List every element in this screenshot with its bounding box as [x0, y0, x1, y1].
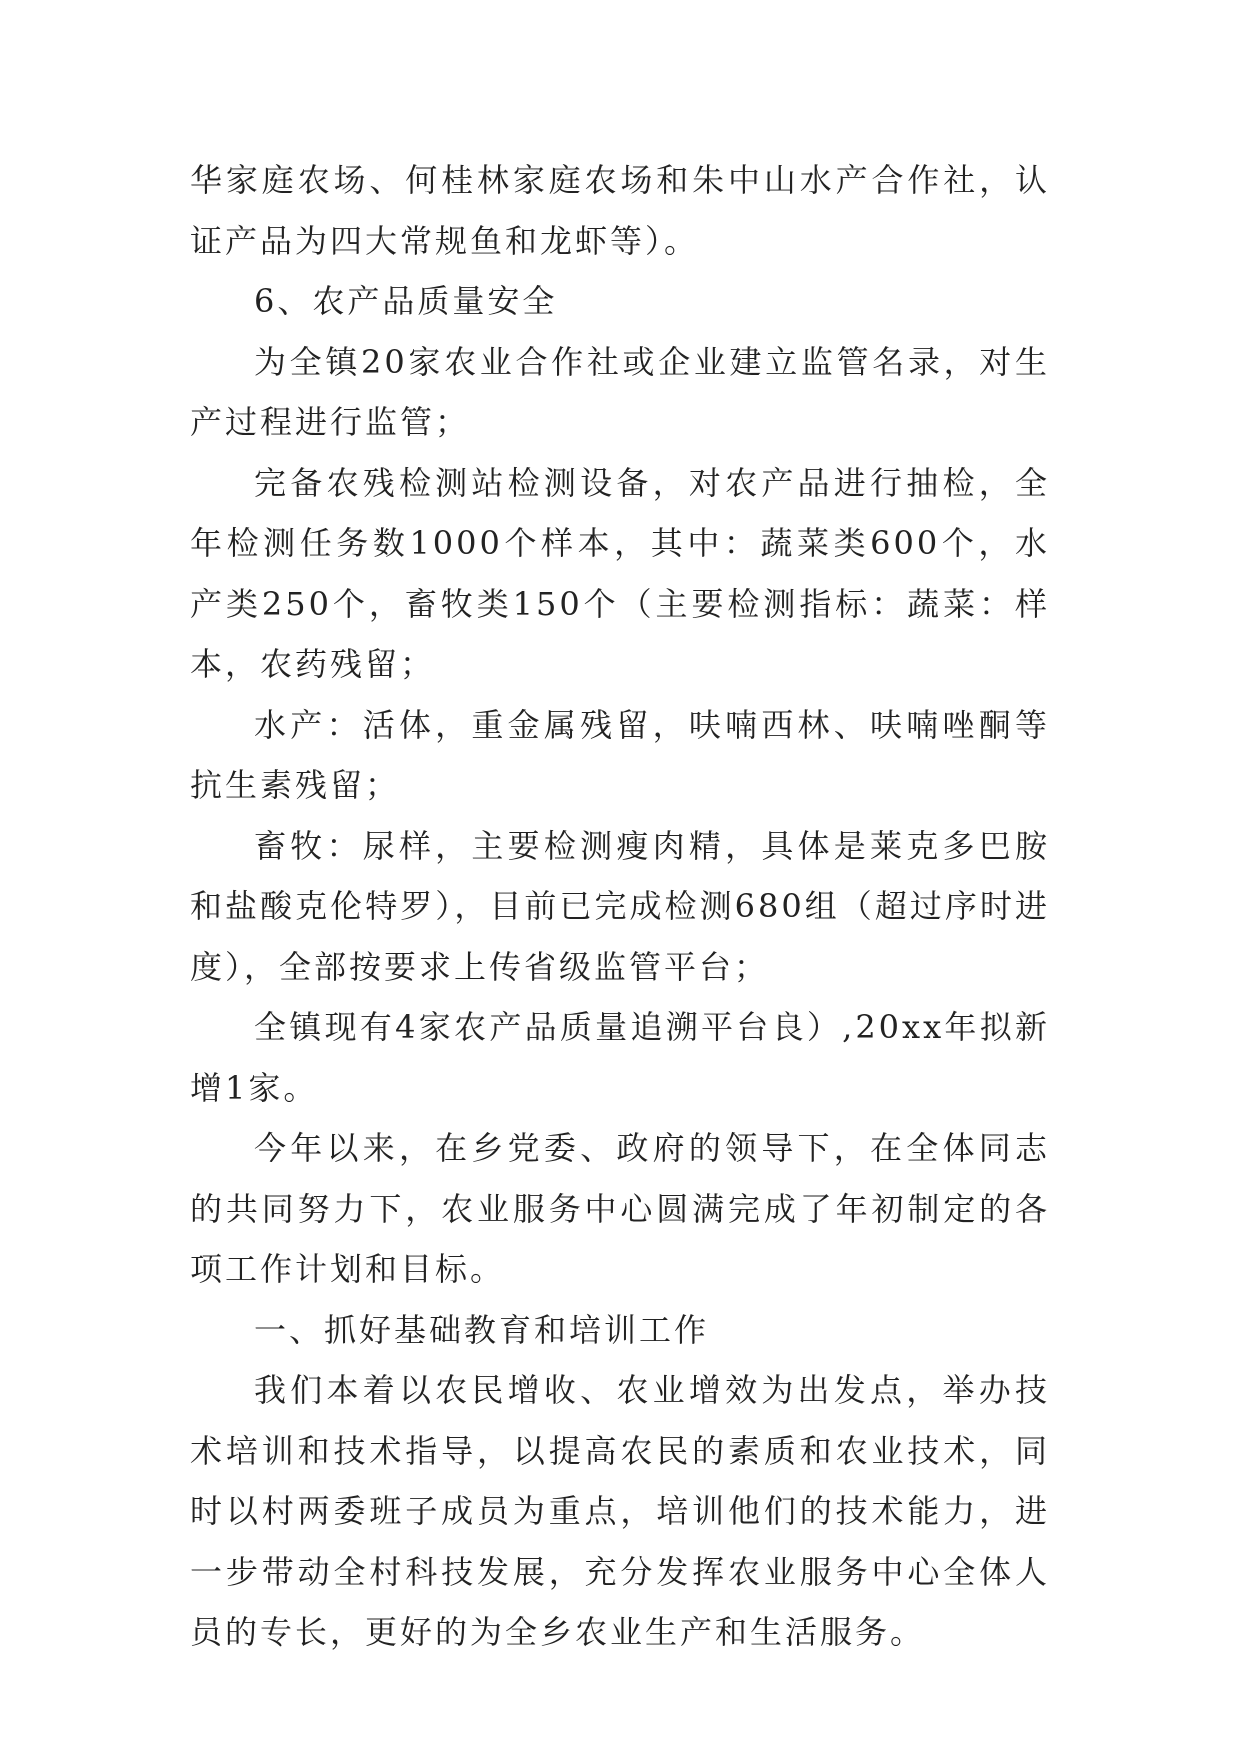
paragraph-aquatic-testing: 水产：活体，重金属残留，呋喃西林、呋喃唑酮等抗生素残留；	[190, 705, 1050, 804]
paragraph-certification: 华家庭农场、何桂林家庭农场和朱中山水产合作社，认证产品为四大常规鱼和龙虾等）。	[190, 161, 1050, 260]
paragraph-supervision-list: 为全镇20家农业合作社或企业建立监管名录，对生产过程进行监管；	[190, 342, 1050, 441]
document-body	[190, 150, 1050, 1663]
paragraph-testing-equipment: 完备农残检测站检测设备，对农产品进行抽检，全年检测任务数1000个样本，其中：蔬菜类600个，水产类250个，畜牧类150个（主要检测指标：蔬菜：样本，农药残留；	[190, 463, 1050, 683]
paragraph-livestock-testing: 畜牧：尿样，主要检测瘦肉精，具体是莱克多巴胺和盐酸克伦特罗），目前已完成检测680组（超过序时进度），全部按要求上传省级监管平台；	[190, 826, 1050, 986]
section-heading-education-training: 一、抓好基础教育和培训工作	[254, 1310, 710, 1349]
paragraph-annual-summary: 今年以来，在乡党委、政府的领导下，在全体同志的共同努力下，农业服务中心圆满完成了年初制定的各项工作计划和目标。	[190, 1129, 1050, 1288]
paragraph-traceability-platform: 全镇现有4家农产品质量追溯平台良）,20xx年拟新增1家。	[190, 1008, 1050, 1107]
paragraph-training-details: 我们本着以农民增收、农业增效为出发点，举办技术培训和技术指导，以提高农民的素质和农业技术，同时以村两委班子成员为重点，培训他们的技术能力，进一步带动全村科技发展，充分发挥农业服务中心全体人员的专长，更好的为全乡农业生产和生活服务。	[190, 1371, 1050, 1651]
section-heading-quality-safety: 6、农产品质量安全	[254, 282, 558, 320]
